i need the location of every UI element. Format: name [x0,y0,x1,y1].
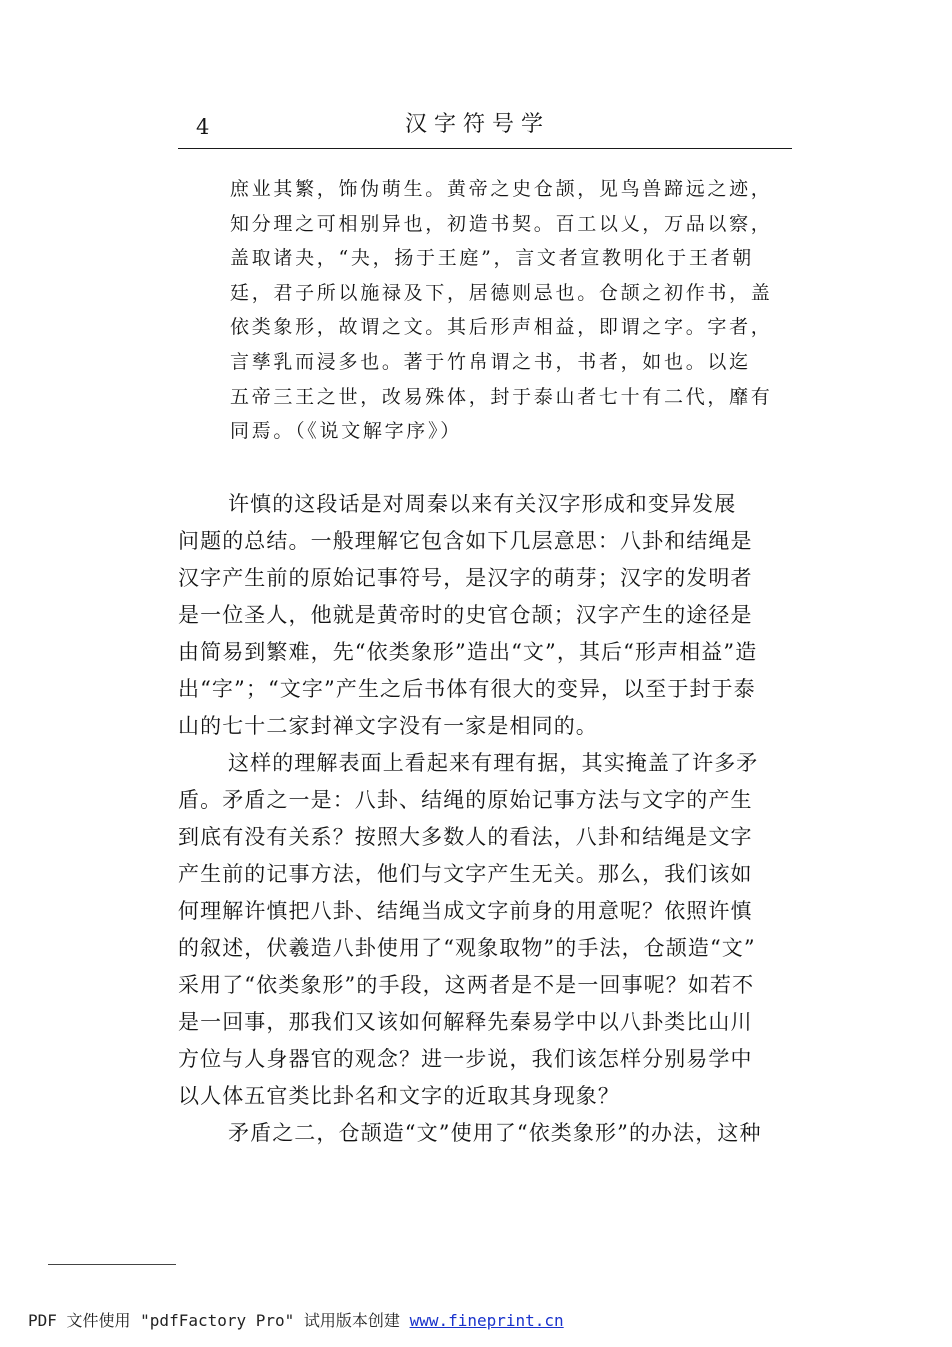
body-line: 矛盾之二，仓颉造“文”使用了“依类象形”的办法，这种 [228,1121,762,1145]
body-line: 出“字”；“文字”产生之后书体有很大的变异，以至于封于泰 [178,677,756,701]
quote-block [230,172,795,449]
body-line: 是一位圣人，他就是黄帝时的史官仓颉；汉字产生的途径是 [178,603,753,627]
body-line: 汉字产生前的原始记事符号，是汉字的萌芽；汉字的发明者 [178,566,753,590]
body-line: 是一回事，那我们又该如何解释先秦易学中以八卦类比山川 [178,1010,753,1034]
quote-line: 同焉。（《说文解字序》） [230,420,462,443]
body-line: 到底有没有关系？按照大多数人的看法，八卦和结绳是文字 [178,825,753,849]
quote-line: 庶业其繁，饰伪萌生。黄帝之史仓颉，见鸟兽蹄远之迹， [230,178,773,200]
body-line: 山的七十二家封禅文字没有一家是相同的。 [178,714,598,738]
quote-line: 言孳乳而浸多也。著于竹帛谓之书，书者，如也。以迄 [230,350,751,373]
body-line: 的叙述，伏羲造八卦使用了“观象取物”的手法，仓颉造“文” [178,936,756,960]
quote-line: 依类象形，故谓之文。其后形声相益，即谓之字。字者， [230,316,773,339]
footer-link[interactable]: www.fineprint.cn [409,1311,564,1330]
body-line: 问题的总结。一般理解它包含如下几层意思：八卦和结绳是 [178,529,753,553]
body-line: 盾。矛盾之一是：八卦、结绳的原始记事方法与文字的产生 [178,788,753,812]
page-number: 4 [196,115,210,139]
footer-rule [48,1264,176,1265]
footer-note-text: PDF 文件使用 "pdfFactory Pro" 试用版本创建 [28,1311,410,1330]
quote-line: 盖取诸夬，“夬，扬于王庭”，言文者宣教明化于王者朝 [230,247,754,270]
running-title: 汉字符号学 [405,112,551,137]
paragraph [178,1115,798,1152]
body-line: 这样的理解表面上看起来有理有据，其实掩盖了许多矛 [228,751,759,775]
body-line: 采用了“依类象形”的手段，这两者是不是一回事呢？如若不 [178,973,755,997]
header-rule [178,148,792,149]
body-line: 以人体五官类比卦名和文字的近取其身现象？ [178,1084,620,1108]
body-line: 产生前的记事方法，他们与文字产生无关。那么，我们该如 [178,862,753,886]
paragraph [178,745,798,1115]
quote-line: 知分理之可相别异也，初造书契。百工以乂，万品以察， [230,212,773,235]
body-line: 由简易到繁难，先“依类象形”造出“文”，其后“形声相益”造 [178,640,758,664]
body-line: 许慎的这段话是对周秦以来有关汉字形成和变异发展 [228,492,737,516]
body-text [178,486,798,1152]
paragraph [178,486,798,745]
body-line: 方位与人身器官的观念？进一步说，我们该怎样分别易学中 [178,1047,753,1071]
footer-note [28,1309,564,1333]
quote-line: 五帝三王之世，改易殊体，封于泰山者七十有二代，靡有 [230,385,773,408]
body-line: 何理解许慎把八卦、结绳当成文字前身的用意呢？依照许慎 [178,899,753,923]
quote-line: 廷，君子所以施禄及下，居德则忌也。仓颉之初作书，盖 [230,281,773,304]
